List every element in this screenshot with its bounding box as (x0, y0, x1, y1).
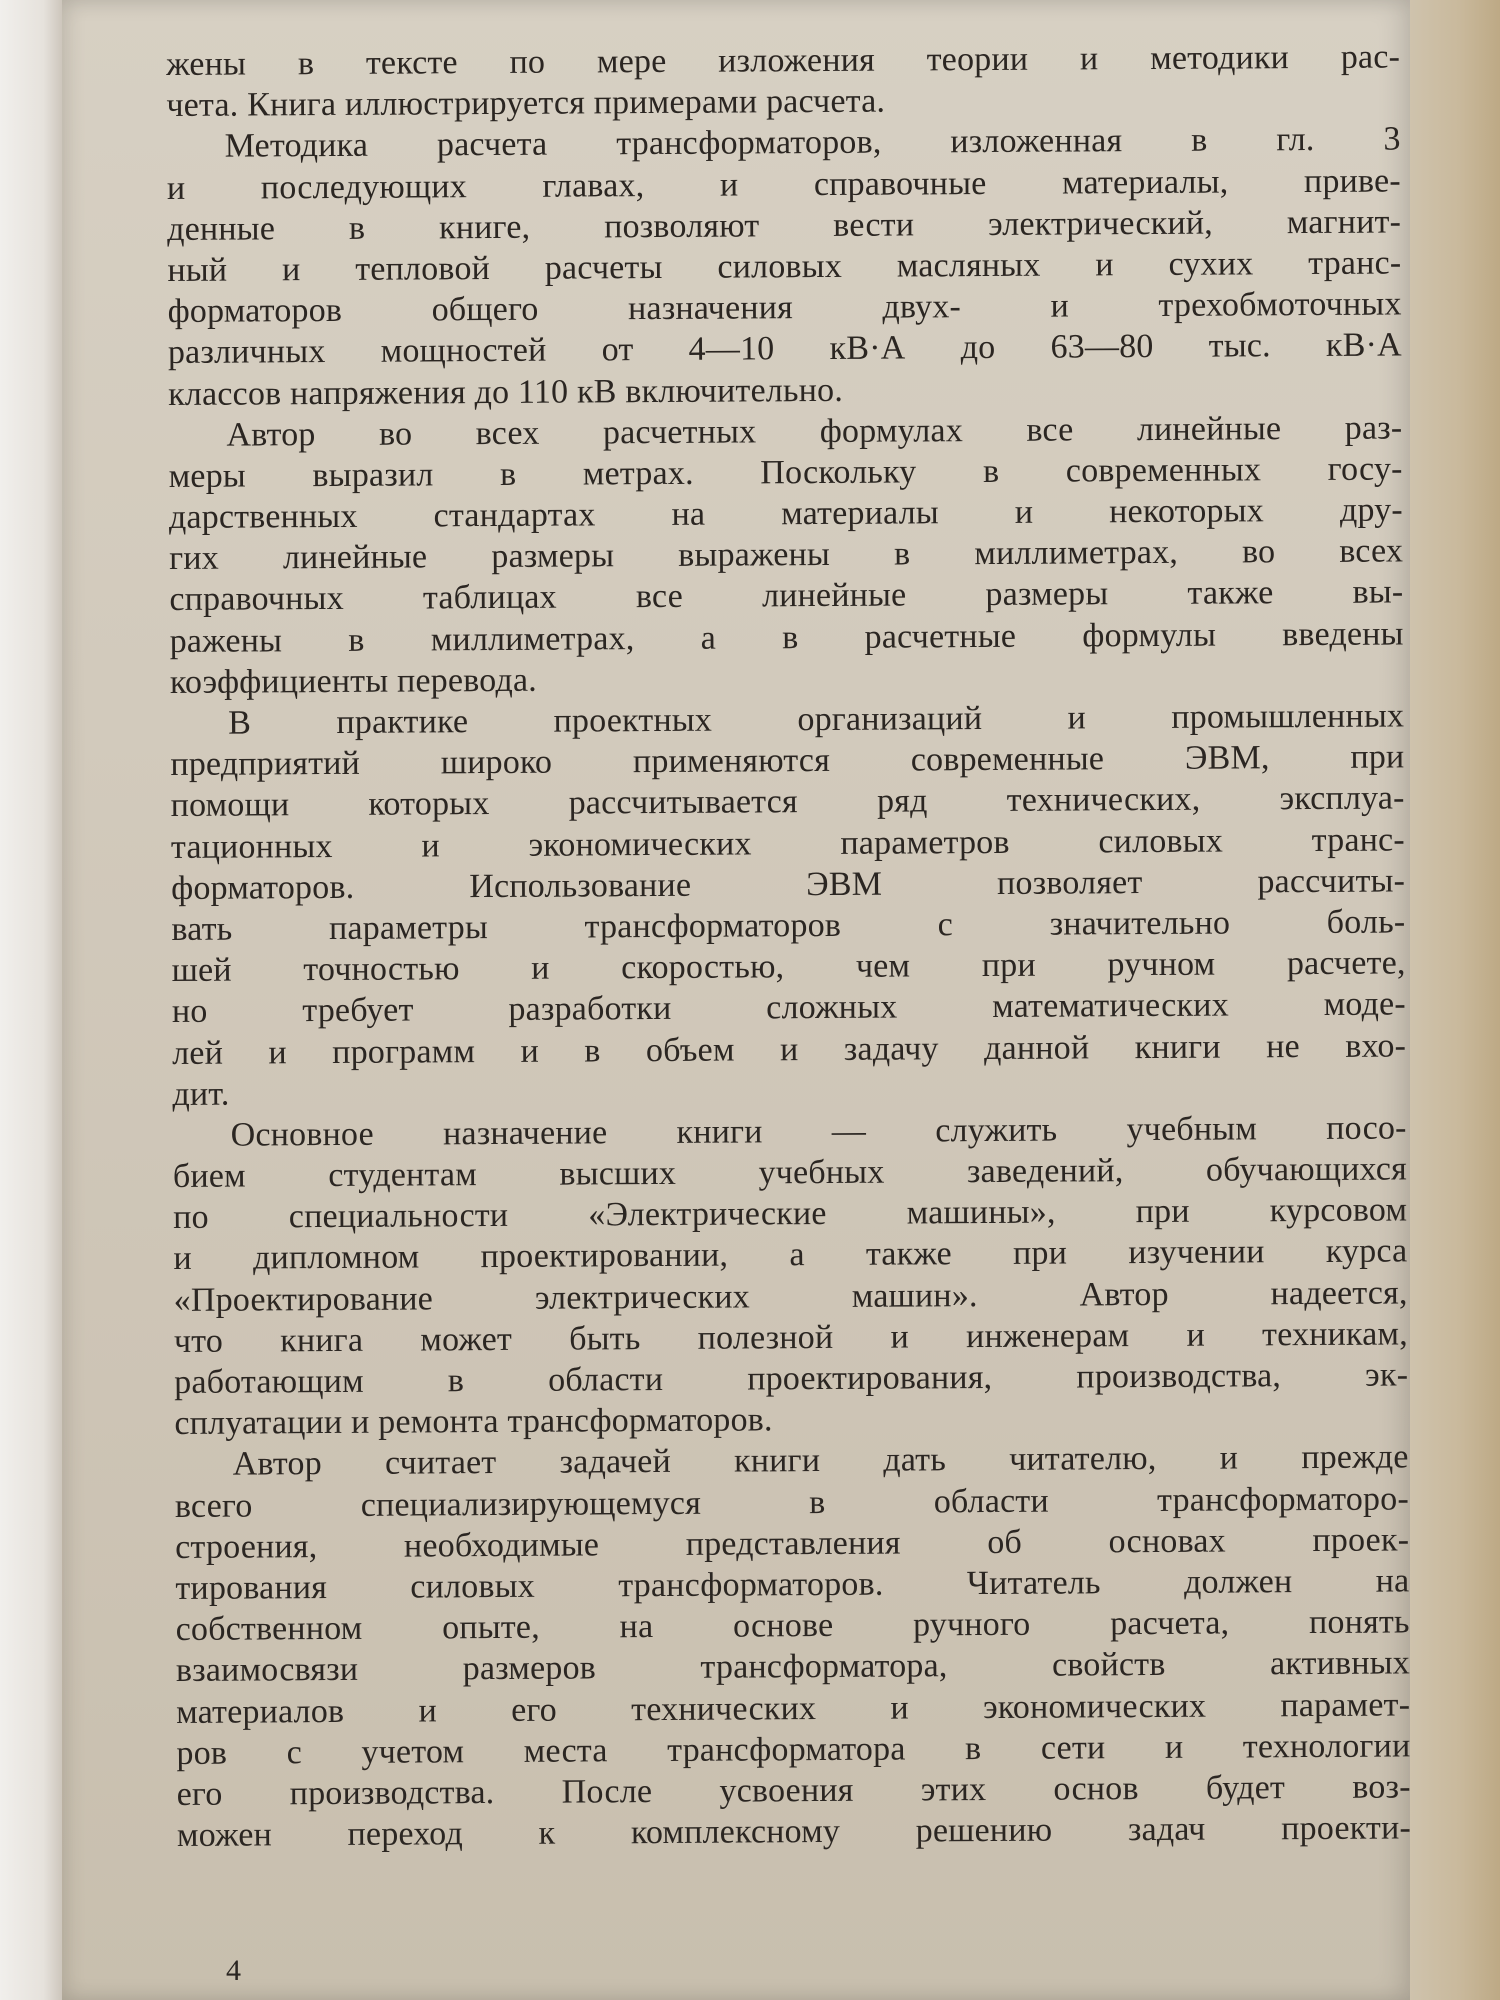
text-line: материалов и его технических и экономических парамет- (176, 1685, 1411, 1731)
text-line: его производства. После усвоения этих основ будет воз- (176, 1768, 1411, 1813)
text-line: чета. Книга иллюстрируется примерами расчета. (166, 82, 886, 125)
text-line: ражены в миллиметрах, а в расчетные формулы введены (169, 615, 1404, 660)
right-backdrop (1410, 0, 1500, 2000)
text-line: меры выразил в метрах. Поскольку в современных госу- (168, 450, 1403, 495)
text-line: по специальности «Электрические машины», при курсовом (173, 1191, 1408, 1237)
page-text (166, 36, 1411, 1856)
text-line: коэффициенты перевода. (169, 661, 538, 701)
text-line: В практике проектных организаций и промышленных (228, 697, 1405, 742)
text-line: работающим в области проектирования, производства, эк- (174, 1356, 1409, 1401)
text-line: сплуатации и ремонта трансформаторов. (174, 1401, 773, 1443)
text-line: ров с учетом места трансформатора в сети и технологии (176, 1727, 1411, 1772)
text-line: справочных таблицах все линейные размеры также вы- (169, 573, 1404, 619)
text-line: Основное назначение книги — служить учебным посо- (230, 1109, 1407, 1154)
text-line: ный и тепловой расчеты силовых масляных и сухих транс- (167, 244, 1402, 289)
text-line: лей и программ и в объем и задачу данной книги не вхо- (172, 1026, 1407, 1072)
text-line: что книга может быть полезной и инженерам и техникам, (173, 1315, 1409, 1360)
text-line: взаимосвязи размеров трансформатора, свойств активных (175, 1644, 1411, 1690)
text-line: предприятий широко применяются современные ЭВМ, при (170, 738, 1405, 784)
text-line: и последующих главах, и справочные материалы, приве- (166, 162, 1401, 207)
text-line: дарственных стандартах на материалы и некоторых дру- (168, 491, 1403, 537)
text-line: собственном опыте, на основе ручного расчета, понять (175, 1603, 1410, 1649)
text-line: «Проектирование электрических машин». Автор надеется, (173, 1274, 1408, 1319)
text-line: можен переход к комплексному решению задач проекти- (176, 1809, 1412, 1855)
page-number: 4 (226, 1954, 241, 1987)
text-line: различных мощностей от 4—10 кВ·А до 63—80 тыс. кВ·А (167, 326, 1402, 372)
text-line: форматоров общего назначения двух- и трехобмоточных (167, 285, 1402, 331)
text-line: и дипломном проектировании, а также при изучении курса (173, 1232, 1408, 1278)
text-line: тирования силовых трансформаторов. Читатель должен на (175, 1562, 1410, 1607)
text-line: Методика расчета трансформаторов, изложенная в гл. 3 (224, 120, 1401, 166)
text-line: денные в книге, позволяют вести электрический, магнит- (167, 203, 1402, 248)
text-line: помощи которых рассчитывается ряд технических, эксплуа- (170, 779, 1405, 825)
text-line: всего специализирующемуся в области трансформаторо- (174, 1479, 1410, 1525)
left-backdrop (0, 0, 62, 2000)
text-line: форматоров. Использование ЭВМ позволяет рассчиты- (171, 862, 1406, 907)
text-line: Автор считает задачей книги дать читателю, и прежде (232, 1438, 1409, 1483)
text-line: жены в тексте по мере изложения теории и методики рас- (166, 38, 1401, 83)
text-line: дит. (172, 1075, 230, 1113)
text-line: Автор во всех расчетных формулах все линейные раз- (226, 409, 1403, 454)
text-line: но требует разработки сложных математических моде- (171, 985, 1407, 1031)
text-line: вать параметры трансформаторов с значительно боль- (171, 903, 1406, 948)
text-line: шей точностью и скоростью, чем при ручном расчете, (171, 944, 1406, 990)
text-line: бием студентам высших учебных заведений, обучающихся (172, 1150, 1408, 1196)
text-line: тационных и экономических параметров силовых транс- (170, 821, 1405, 866)
text-line: классов напряжения до 110 кВ включительно. (168, 371, 844, 413)
text-line: гих линейные размеры выражены в миллиметрах, во всех (169, 532, 1404, 578)
text-line: строения, необходимые представления об основах проек- (175, 1521, 1410, 1566)
